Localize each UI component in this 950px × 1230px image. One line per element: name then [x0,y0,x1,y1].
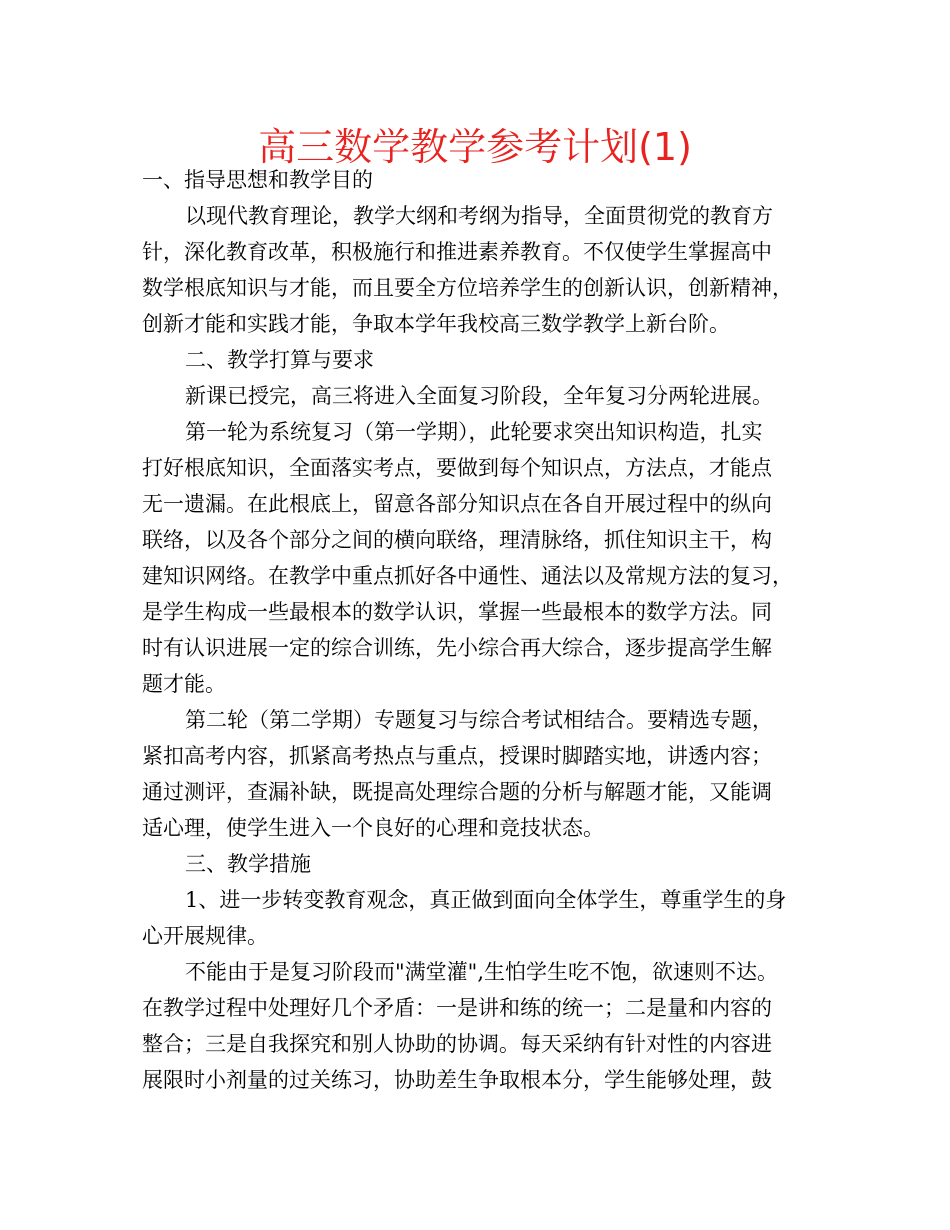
heading-3: 三、教学措施 [185,852,311,876]
paragraph-line: 整合；三是自我探究和别人协助的协调。每天采纳有针对性的内容进 [142,1032,772,1056]
paragraph-line: 适心理，使学生进入一个良好的心理和竞技状态。 [142,816,604,840]
paragraph-line: 数学根底知识与才能，而且要全方位培养学生的创新认识，创新精神， [142,276,793,300]
paragraph-line: 1、进一步转变教育观念，真正做到面向全体学生，尊重学生的身 [185,888,787,912]
paragraph-line: 无一遗漏。在此根底上，留意各部分知识点在各自开展过程中的纵向 [142,492,772,516]
document-title: 高三数学教学参考计划(1) [258,125,692,169]
paragraph-line: 不能由于是复习阶段而"满堂灌",生怕学生吃不饱，欲速则不达。 [185,960,778,984]
heading-1: 一、指导思想和教学目的 [142,168,373,192]
paragraph-line: 打好根底知识，全面落实考点，要做到每个知识点，方法点，才能点 [142,456,772,480]
heading-2: 二、教学打算与要求 [185,348,374,372]
paragraph-line: 展限时小剂量的过关练习，协助差生争取根本分，学生能够处理，鼓 [142,1068,772,1092]
paragraph-line: 第二轮（第二学期）专题复习与综合考试相结合。要精选专题， [185,708,773,732]
paragraph-line: 联络，以及各个部分之间的横向联络，理清脉络，抓住知识主干，构 [142,528,772,552]
paragraph-line: 题才能。 [142,672,226,696]
paragraph-line: 针，深化教育改革，积极施行和推进素养教育。不仅使学生掌握高中 [142,240,772,264]
paragraph-line: 第一轮为系统复习（第一学期），此轮要求突出知识构造，扎实 [185,420,763,444]
paragraph-line: 在教学过程中处理好几个矛盾：一是讲和练的统一；二是量和内容的 [142,996,772,1020]
paragraph-line: 新课已授完，高三将进入全面复习阶段，全年复习分两轮进展。 [185,384,773,408]
paragraph-line: 通过测评，查漏补缺，既提高处理综合题的分析与解题才能，又能调 [142,780,772,804]
paragraph-line: 心开展规律。 [142,924,268,948]
paragraph-line: 以现代教育理论，教学大纲和考纲为指导，全面贯彻党的教育方 [185,204,773,228]
paragraph-line: 建知识网络。在教学中重点抓好各中通性、通法以及常规方法的复习， [142,564,793,588]
paragraph-line: 紧扣高考内容，抓紧高考热点与重点，授课时脚踏实地，讲透内容； [142,744,772,768]
paragraph-line: 是学生构成一些最根本的数学认识，掌握一些最根本的数学方法。同 [142,600,772,624]
paragraph-line: 创新才能和实践才能，争取本学年我校高三数学教学上新台阶。 [142,312,730,336]
paragraph-line: 时有认识进展一定的综合训练，先小综合再大综合，逐步提高学生解 [142,636,772,660]
